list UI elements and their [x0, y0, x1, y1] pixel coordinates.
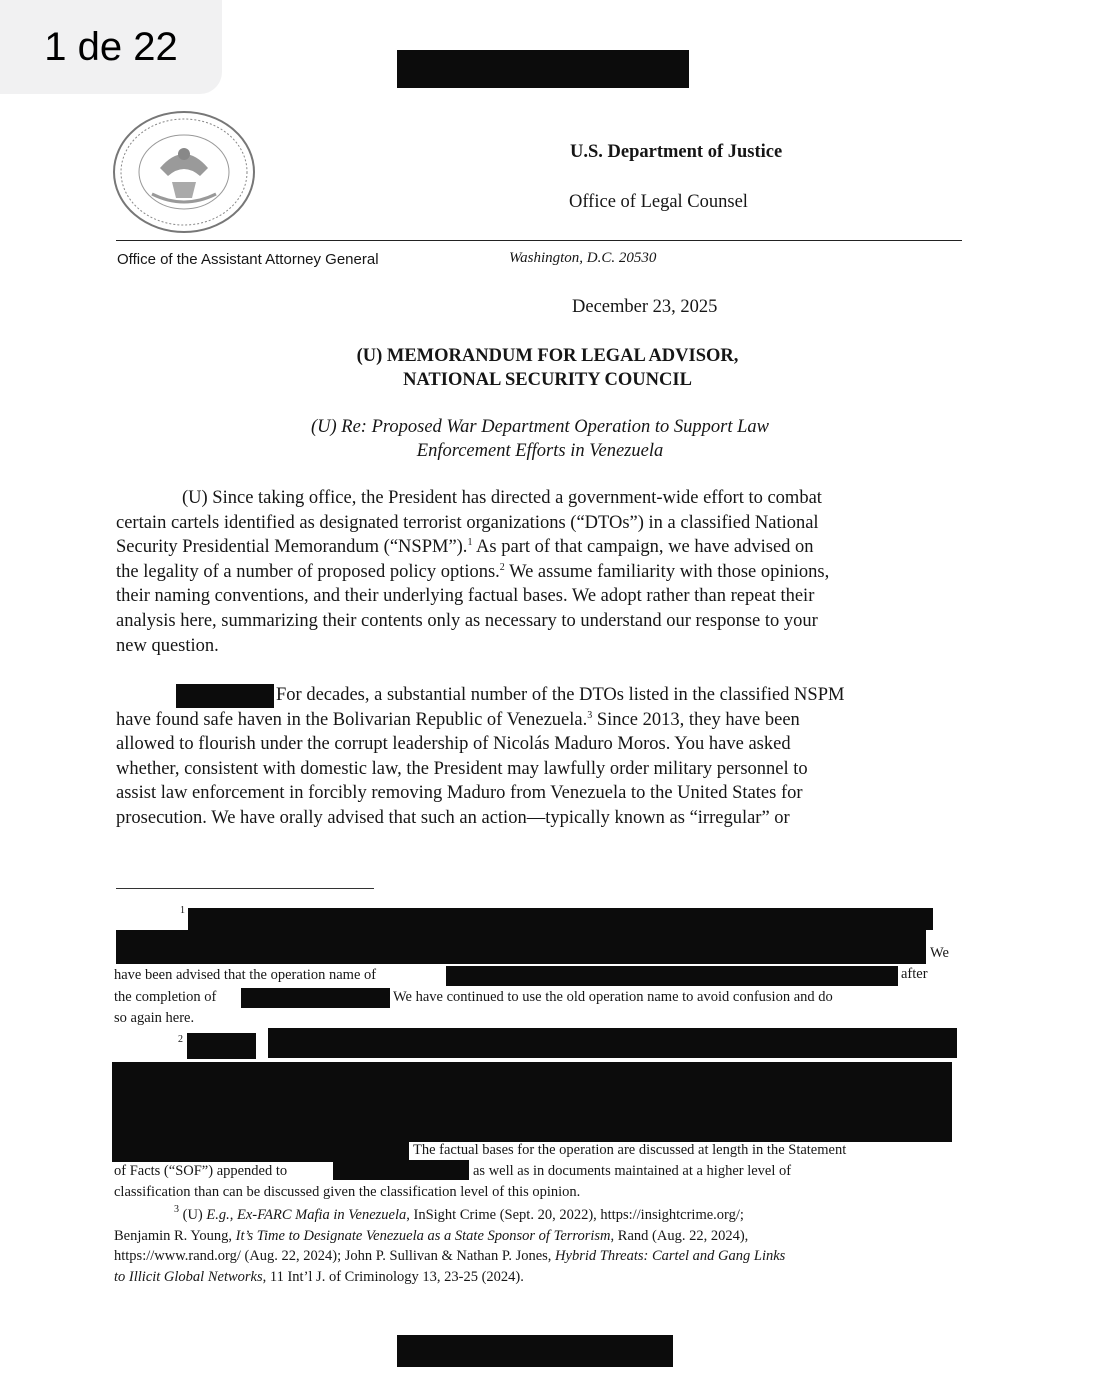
footnote-3	[114, 1205, 964, 1287]
p2-line2a: have found safe haven in the Bolivarian Republic of Venezuela.	[116, 709, 588, 730]
fn1-after: after	[901, 966, 928, 982]
p2-line4: whether, consistent with domestic law, the President may lawfully order military personnel to	[116, 758, 808, 779]
header-rule	[116, 240, 962, 241]
fn1-we: We	[930, 945, 949, 961]
header-redaction	[397, 50, 689, 88]
fn1-line3a: the completion of	[114, 989, 217, 1005]
memo-date: December 23, 2025	[572, 297, 718, 317]
memo-title-line2: NATIONAL SECURITY COUNCIL	[403, 370, 692, 390]
fn3-line1c: , InSight Crime (Sept. 20, 2022), https://insightcrime.org/;	[406, 1207, 744, 1223]
fn3-line2c: , Rand (Aug. 22, 2024),	[610, 1227, 749, 1244]
p1-line6: analysis here, summarizing their contents only as necessary to understand our response to your	[116, 610, 818, 631]
department-name: U.S. Department of Justice	[570, 142, 783, 162]
p2-line3: allowed to flourish under the corrupt leadership of Nicolás Maduro Moros. You have asked	[116, 734, 791, 755]
fn3-line3a: https://www.rand.org/ (Aug. 22, 2024); John P. Sullivan & Nathan P. Jones,	[114, 1248, 556, 1264]
fn2-number: 2	[178, 1034, 183, 1045]
fn1-line3b: We have continued to use the old operation name to avoid confusion and do	[393, 989, 833, 1005]
fn3-line1b: E.g., Ex-FARC Mafia in Venezuela	[206, 1207, 407, 1223]
fn2-redaction-3	[112, 1062, 952, 1142]
p1-line7: new question.	[116, 635, 219, 656]
department-seal	[112, 110, 257, 235]
p2-line1: For decades, a substantial number of the DTOs listed in the classified NSPM	[276, 685, 845, 705]
p1-line1: (U) Since taking office, the President has directed a government-wide effort to combat	[182, 488, 822, 508]
fn2-line2b: as well as in documents maintained at a higher level of	[473, 1163, 792, 1179]
memo-subject	[0, 415, 1080, 463]
fn3-line3b: Hybrid Threats: Cartel and Gang Links	[555, 1248, 786, 1264]
footnote-ref-2: 2	[499, 561, 505, 573]
fn2-redaction-2	[268, 1028, 957, 1058]
fn1-line4: so again here.	[114, 1010, 195, 1026]
fn3-line2a: Benjamin R. Young,	[114, 1227, 236, 1244]
p1-line3b: As part of that campaign, we have advised on	[472, 537, 814, 558]
memo-subject-line1: (U) Re: Proposed War Department Operation to Support Law	[310, 417, 770, 437]
fn2-redaction-1	[187, 1033, 256, 1059]
fn3-line4a: to Illicit Global Networks	[114, 1268, 263, 1285]
page-indicator: 1 de 22	[0, 0, 222, 94]
fn2-line3: classification than can be discussed given the classification level of this opinion.	[114, 1184, 581, 1200]
paragraph-2	[116, 683, 966, 831]
fn3-line1a: (U)	[179, 1207, 207, 1223]
fn1-redaction-3	[446, 966, 898, 986]
p2-line6: prosecution. We have orally advised that such an action—typically known as “irregular” or	[116, 807, 790, 828]
footnote-ref-3: 3	[587, 709, 593, 721]
fn2-line2a: of Facts (“SOF”) appended to	[114, 1163, 288, 1179]
fn1-number: 1	[180, 905, 185, 916]
left-office-label: Office of the Assistant Attorney General	[117, 251, 379, 268]
p2-line5: assist law enforcement in forcibly removing Maduro from Venezuela to the United States for	[116, 783, 803, 804]
fn3-number: 3	[174, 1204, 179, 1215]
memo-title-line1: (U) MEMORANDUM FOR LEGAL ADVISOR,	[356, 346, 739, 366]
footer-redaction	[397, 1335, 673, 1367]
location: Washington, D.C. 20530	[509, 250, 657, 266]
fn1-redaction-2	[116, 930, 926, 964]
p1-line2: certain cartels identified as designated terrorist organizations (“DTOs”) in a classified National	[116, 512, 819, 533]
p1-line4b: We assume familiarity with those opinions,	[504, 561, 830, 582]
memo-subject-line2: Enforcement Efforts in Venezuela	[416, 441, 664, 461]
fn1-line2a: have been advised that the operation name of	[114, 967, 377, 983]
fn1-redaction-1	[188, 908, 933, 930]
p1-line4a: the legality of a number of proposed policy options.	[116, 561, 500, 582]
office-name: Office of Legal Counsel	[569, 192, 748, 212]
fn2-redaction-5	[333, 1160, 469, 1180]
fn1-redaction-4	[241, 988, 390, 1008]
fn3-line4b: , 11 Int’l J. of Criminology 13, 23-25 (2024).	[262, 1268, 524, 1285]
fn2-line1: The factual bases for the operation are discussed at length in the Statement	[413, 1142, 847, 1158]
memo-title	[0, 344, 1095, 392]
footnote-ref-1: 1	[467, 537, 473, 549]
fn2-redaction-4	[112, 1140, 409, 1162]
fn3-line2b: It’s Time to Designate Venezuela as a State Sponsor of Terrorism	[235, 1227, 611, 1244]
p1-line3a: Security Presidential Memorandum (“NSPM”).	[116, 537, 468, 558]
paragraph-1	[116, 486, 966, 658]
p1-line5: their naming conventions, and their underlying factual bases. We adopt rather than repeat their	[116, 586, 815, 607]
p2-line2b: Since 2013, they have been	[592, 709, 800, 730]
footnote-rule	[116, 888, 374, 889]
